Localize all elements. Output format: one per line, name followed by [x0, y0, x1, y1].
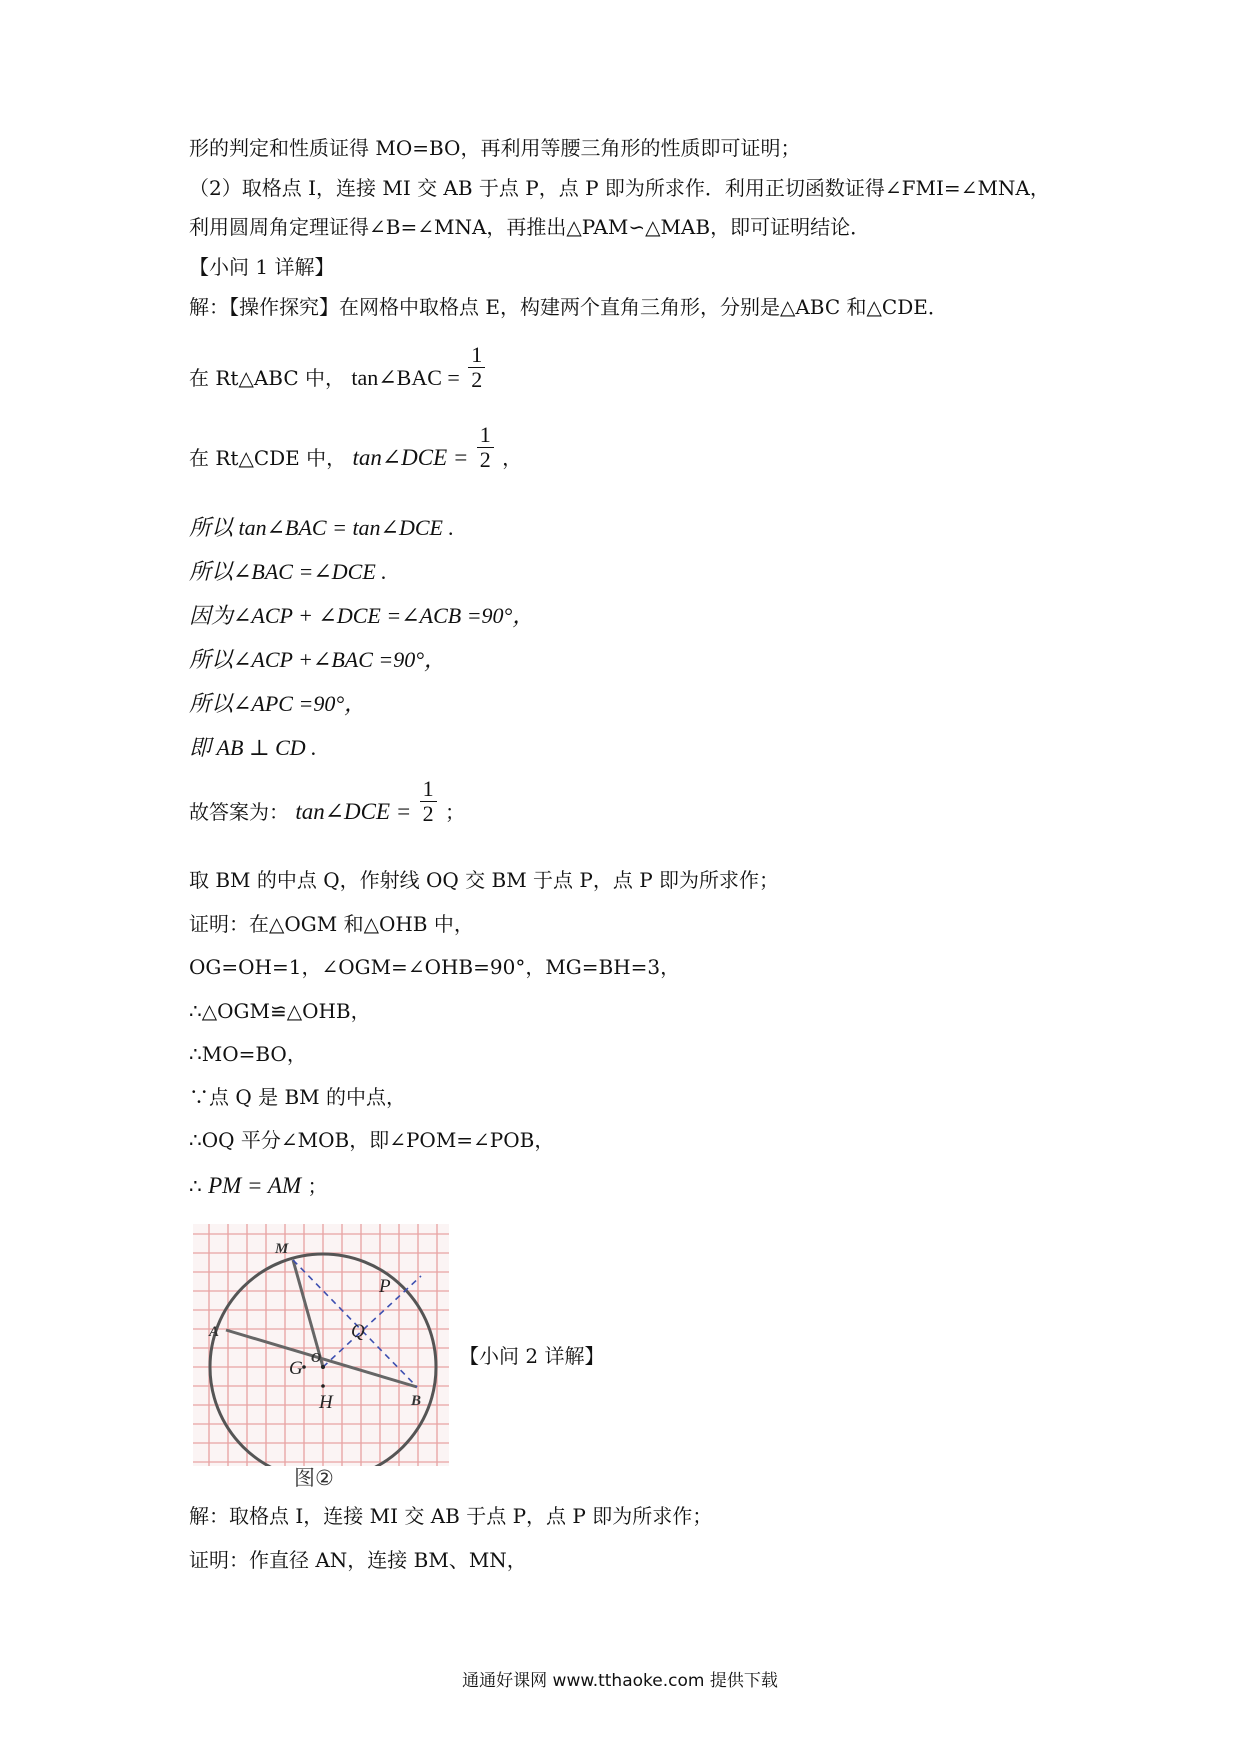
label-o: O: [311, 1351, 322, 1366]
math-line: 所以∠BAC =∠DCE .: [189, 559, 387, 584]
text-line: 解：【操作探究】在网格中取格点 E，构建两个直角三角形，分别是△ABC 和△CDE．: [189, 295, 948, 319]
page-footer: 通通好课网 www.tthaoke.com 提供下载: [462, 1671, 778, 1691]
figure-caption: 图②: [294, 1466, 334, 1490]
fraction-denominator: 2: [422, 801, 434, 826]
text-line: 证明：作直径 AN，连接 BM、MN，: [189, 1548, 527, 1572]
geometry-figure: [193, 1224, 449, 1466]
text-line: 解：取格点 I，连接 MI 交 AB 于点 P，点 P 即为所求作；: [189, 1504, 713, 1528]
section-heading: 【小问 2 详解】: [459, 1344, 605, 1368]
math-expr: tan∠BAC =: [351, 365, 460, 390]
label-g: G: [289, 1358, 303, 1379]
text-line: 形的判定和性质证得 MO=BO，再利用等腰三角形的性质即可证明；: [189, 136, 801, 160]
fraction-numerator: 1: [420, 777, 437, 802]
line-prefix: 故答案为：: [189, 800, 289, 824]
figure-background: [193, 1224, 449, 1466]
line-prefix: 在 Rt△ABC 中，: [189, 366, 346, 390]
text-line: [189, 776, 466, 826]
fraction-numerator: 1: [477, 423, 494, 448]
fraction: [477, 423, 494, 472]
label-m: M: [275, 1241, 289, 1257]
label-h: H: [319, 1392, 333, 1413]
label-a: A: [209, 1324, 220, 1340]
line-suffix: ；: [307, 1174, 328, 1198]
fraction-numerator: 1: [468, 343, 485, 368]
text-line: [189, 342, 487, 392]
math-line: 所以∠ACP +∠BAC =90°，: [189, 647, 447, 672]
text-line: （2）取格点 I，连接 MI 交 AB 于点 P，点 P 即为所求作．利用正切函数证得∠FMI=∠MNA，: [189, 176, 1050, 200]
math-line: 因为∠ACP + ∠DCE =∠ACB =90°，: [189, 603, 535, 628]
label-b: B: [411, 1393, 422, 1409]
line-suffix: ，: [502, 446, 523, 470]
line-suffix: ；: [445, 800, 466, 824]
text-line: [189, 422, 523, 472]
text-line: ∴OQ 平分∠MOB，即∠POM=∠POB，: [189, 1128, 555, 1152]
math-line: 所以 tan∠BAC = tan∠DCE .: [189, 515, 454, 540]
fraction: [420, 777, 437, 826]
text-line: 取 BM 的中点 Q，作射线 OQ 交 BM 于点 P，点 P 即为所求作；: [189, 868, 780, 892]
math-expr: PM = AM: [208, 1173, 302, 1198]
text-line: 证明：在△OGM 和△OHB 中，: [189, 912, 474, 936]
label-p: P: [379, 1276, 391, 1297]
point-o: [321, 1365, 325, 1369]
section-heading: 【小问 1 详解】: [189, 255, 335, 279]
point-g: [302, 1365, 306, 1369]
text-line: ∴MO=BO，: [189, 1042, 307, 1066]
math-line: 即 AB ⊥ CD .: [189, 735, 317, 760]
point-h: [321, 1384, 325, 1388]
fraction-denominator: 2: [471, 367, 483, 392]
label-q: Q: [351, 1321, 365, 1342]
line-prefix: 在 Rt△CDE 中，: [189, 446, 347, 470]
text-line: ∵点 Q 是 BM 的中点，: [189, 1085, 407, 1109]
line-prefix: ∴: [189, 1174, 202, 1198]
fraction: [468, 343, 485, 392]
math-line: 所以∠APC =90°，: [189, 691, 367, 716]
text-line: [189, 1172, 327, 1200]
text-line: OG=OH=1，∠OGM=∠OHB=90°，MG=BH=3，: [189, 955, 681, 979]
fraction-denominator: 2: [479, 447, 491, 472]
text-line: ∴△OGM≌△OHB，: [189, 999, 371, 1023]
math-expr: tan∠DCE =: [295, 799, 412, 824]
text-line: 利用圆周角定理证得∠B=∠MNA，再推出△PAM∽△MAB，即可证明结论．: [189, 215, 871, 239]
math-expr: tan∠DCE =: [352, 445, 469, 470]
